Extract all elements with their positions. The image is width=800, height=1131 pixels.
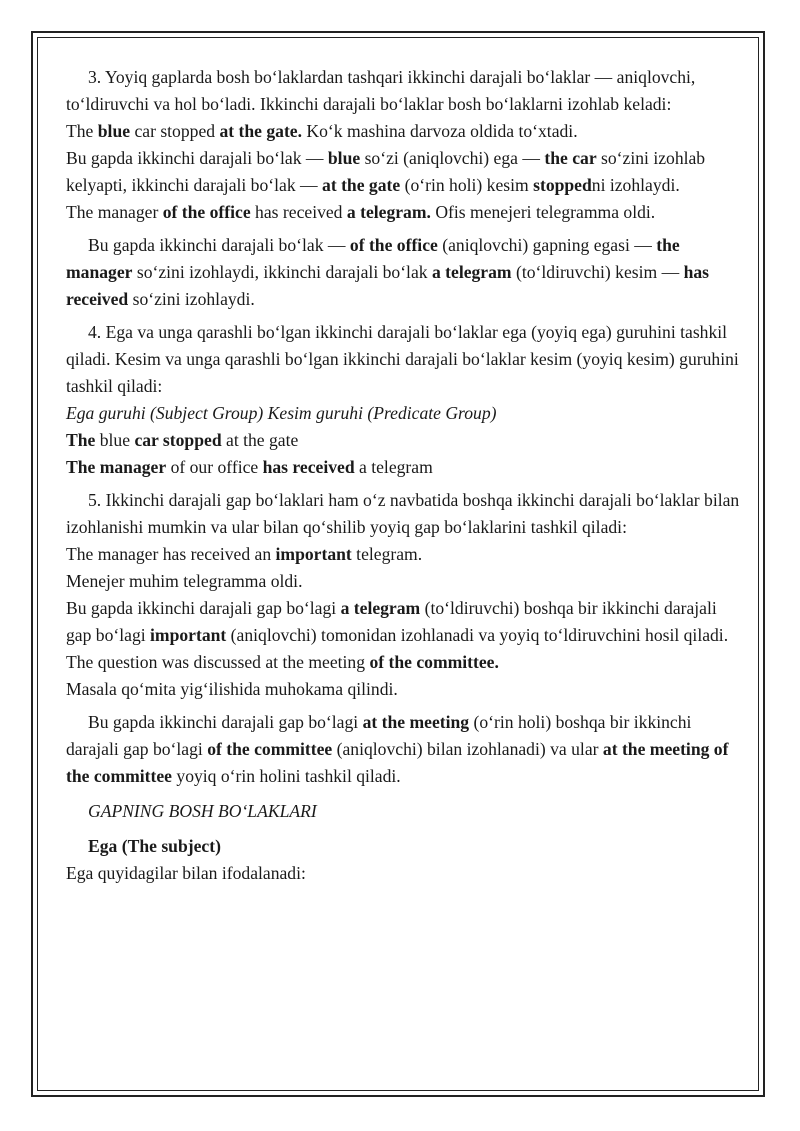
text-run: The question was discussed at the meeting [66, 652, 370, 672]
bold-text: blue [97, 121, 131, 141]
text-run: (aniqlovchi) gapning egasi — [437, 235, 657, 255]
document-body [66, 64, 746, 887]
bold-text: has received [66, 262, 710, 309]
paragraph [66, 676, 746, 703]
bold-text: of the office [162, 202, 251, 222]
italic-text: Ega guruhi (Subject Group) Kesim guruhi (Predicate Group) [66, 403, 497, 423]
bold-text: a telegram. [346, 202, 431, 222]
text-run: (o‘rin holi) kesim [400, 175, 534, 195]
text-run: Bu gapda ikkinchi darajali gap bo‘lagi [66, 598, 341, 618]
text-run: so‘zi (aniqlovchi) ega — [360, 148, 545, 168]
text-run: 4. Ega va unga qarashli bo‘lgan ikkinchi darajali bo‘laklar ega (yoyiq ega) guruhini tashkil qiladi. Kesim va unga qarashli bo‘lgan ikkinchi darajali bo‘laklar kesim (yoyiq kesim) guruhini tashkil qiladi: [66, 322, 739, 396]
bold-text: important [150, 625, 227, 645]
paragraph [66, 541, 746, 568]
paragraph [66, 833, 746, 860]
text-run: so‘zini izohlaydi. [128, 289, 255, 309]
text-run: a telegram [354, 457, 433, 477]
paragraph [66, 400, 746, 427]
paragraph [66, 709, 746, 790]
text-run: car stopped [130, 121, 220, 141]
text-run: ni izohlaydi. [591, 175, 680, 195]
paragraph [66, 454, 746, 481]
text-run: (aniqlovchi) tomonidan izohlanadi va yoyiq to‘ldiruvchini hosil qiladi. [226, 625, 729, 645]
text-run: Bu gapda ikkinchi darajali bo‘lak — [88, 235, 350, 255]
paragraph [66, 199, 746, 226]
bold-text: at the gate [322, 175, 401, 195]
bold-text: of the committee. [369, 652, 499, 672]
text-run: (to‘ldiruvchi) boshqa bir ikkinchi darajali gap bo‘lagi [66, 598, 717, 645]
bold-text: The manager [66, 457, 167, 477]
paragraph [66, 145, 746, 199]
text-run: 5. Ikkinchi darajali gap bo‘laklari ham o‘z navbatida boshqa ikkinchi darajali bo‘laklar bilan izohlanishi mumkin va ular bilan qo‘shilib yoyiq gap bo‘laklarini tashkil qiladi: [66, 490, 740, 537]
paragraph [66, 798, 746, 825]
bold-text: important [275, 544, 352, 564]
italic-text: GAPNING BOSH BO‘LAKLARI [88, 801, 317, 821]
paragraph [66, 64, 746, 118]
bold-text: at the meeting of the committee [66, 739, 729, 786]
bold-text: at the meeting [362, 712, 470, 732]
bold-text: Ega (The subject) [88, 836, 221, 856]
text-run: Ega quyidagilar bilan ifodalanadi: [66, 863, 306, 883]
text-run: 3. Yoyiq gaplarda bosh bo‘laklardan tashqari ikkinchi darajali bo‘laklar — aniqlovchi, to‘ldiruvchi va hol bo‘ladi. Ikkinchi darajali bo‘laklar bosh bo‘laklarni izohlab keladi: [66, 67, 696, 114]
paragraph [66, 319, 746, 400]
bold-text: of the committee [207, 739, 333, 759]
paragraph [66, 427, 746, 454]
text-run: (to‘ldiruvchi) kesim — [511, 262, 684, 282]
text-run: so‘zini izohlab kelyapti, ikkinchi darajali bo‘lak — [66, 148, 706, 195]
text-run: at the gate [221, 430, 299, 450]
text-run: so‘zini izohlaydi, ikkinchi darajali bo‘lak [132, 262, 432, 282]
text-run: (o‘rin holi) boshqa bir ikkinchi darajali gap bo‘lagi [66, 712, 692, 759]
paragraph [66, 568, 746, 595]
text-run: has received [250, 202, 347, 222]
bold-text: stopped [533, 175, 592, 195]
bold-text: of the office [349, 235, 438, 255]
text-run: blue [95, 430, 135, 450]
bold-text: at the gate. [219, 121, 303, 141]
text-run: The manager [66, 202, 163, 222]
bold-text: a telegram [340, 598, 421, 618]
bold-text: the manager [66, 235, 680, 282]
bold-text: The [66, 430, 96, 450]
paragraph [66, 118, 746, 145]
text-run: of our office [166, 457, 263, 477]
bold-text: car stopped [134, 430, 222, 450]
text-run: Menejer muhim telegramma oldi. [66, 571, 303, 591]
bold-text: the car [544, 148, 597, 168]
text-run: Ko‘k mashina darvoza oldida to‘xtadi. [302, 121, 578, 141]
text-run: telegram. [351, 544, 423, 564]
text-run: (aniqlovchi) bilan izohlanadi) va ular [332, 739, 603, 759]
text-run: Ofis menejeri telegramma oldi. [430, 202, 656, 222]
text-run: The manager has received an [66, 544, 276, 564]
paragraph [66, 487, 746, 541]
bold-text: a telegram [431, 262, 512, 282]
paragraph [66, 649, 746, 676]
text-run: yoyiq o‘rin holini tashkil qiladi. [172, 766, 401, 786]
bold-text: blue [327, 148, 361, 168]
paragraph [66, 232, 746, 313]
bold-text: has received [262, 457, 355, 477]
paragraph [66, 860, 746, 887]
text-run: Bu gapda ikkinchi darajali bo‘lak — [66, 148, 328, 168]
text-run: The [66, 121, 98, 141]
text-run: Masala qo‘mita yig‘ilishida muhokama qilindi. [66, 679, 398, 699]
text-run: Bu gapda ikkinchi darajali gap bo‘lagi [88, 712, 363, 732]
paragraph [66, 595, 746, 649]
